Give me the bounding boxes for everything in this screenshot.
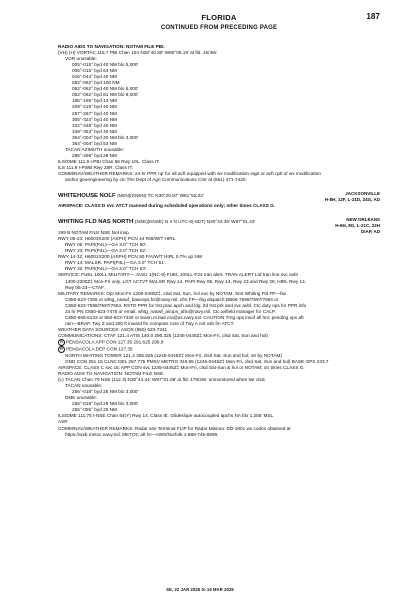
military-remarks-line: C850-665-6133 or 850-623-7329 or leann.m.bair.civ@us.navy.mil. CAUTION Trng ops invof all hrs; pending ops aft — [65, 314, 304, 320]
communications-line: COMMUNICATIONS: CTAF 121.4 ATIS 140.0 290.325 (1245-0445Z‡ Mon-Fri, clsd Sat, Sun and hol) — [58, 332, 268, 338]
restriction-line: 354°-004° byd 53 NM — [72, 140, 117, 146]
restriction-line: 185°-195° byd 13 NM — [72, 98, 117, 104]
runway-line: RWY 05-23: H6003X200 (ASPH) PCN 44 R/B/W/T HIRL — [58, 236, 176, 242]
diap-reference: DIAP, AD — [360, 228, 380, 234]
radar-r-icon: R — [58, 339, 65, 346]
restriction-line: 052°-062° byd 81 NM blo 8,000' — [72, 92, 139, 98]
airport-name: WHITEHOUSE NOLF — [58, 193, 116, 200]
airport-city-block — [335, 217, 380, 234]
remarks-line: and/or geoengineering by ctc The Dept of Agri Communications Cntr at (561) 471-7420. — [65, 177, 247, 183]
airport-title — [58, 193, 204, 199]
military-remarks-line: rain—BRAP. Twy Z and 200 ft inward fm compass rose of Twy A not vsb fm ATCT. — [65, 320, 235, 326]
tower-line: NORTH WHITING TOWER 121.4 306.925 (1245-0445Z‡ Mon-Fri, clsd Sat, Sun and hol; otr by NOTAM) — [65, 352, 282, 358]
restriction-line: 256°-055° byd 25 NM — [72, 407, 117, 413]
vortac-line: (VH) (H) VORTAC 115.7 PBI Chan 104 N26°40.80' W80°05.19' at fld. 16/3W. — [58, 50, 218, 56]
military-remarks-line: C850-623-7356 or whtg_naswf_baseops.fct@navy.mil, cfm FP—fsg dispatch DB68-7598/7597/7654 or — [65, 296, 279, 302]
remarks-line: https://wxb.metoc.navy.mil. METOC aft hr—AWS/Norfolk 1-888-745-6899. — [65, 431, 219, 437]
asr-line: ASR — [58, 419, 68, 425]
ils-dme-line: ILS/DME 111.75 I-NSE Chan 54(Y) Rwy 14. Class IE. Glideslope autocoupled apchs NA blo 1,255' MSL. — [58, 413, 275, 419]
restriction-line: 354°-004° byd 40 NM blo 3,000' — [72, 134, 139, 140]
radar-r-icon: R — [58, 346, 65, 353]
restriction-line: 305°-324° byd 40 NM — [72, 116, 117, 122]
airspace-line: AIRSPACE: CLASS C svc ctc APP CON svc 1245-0445Z‡ Mon-Fri, clsd Sat-Sun & hol or NOTAM; otr times CLASS G. — [58, 365, 305, 371]
service-line: 1400-2200Z‡ Mon-Fri only. LGT ACTVT MALSR Rwy 14, PAPI Rwy 05, Rwy 14, Rwy 23 and Rwy 28, HIRL Rwy 14, — [65, 278, 306, 284]
navaid-heading: RADIO AIDS TO NAVIGATION: NOTAM FILE NSE. — [58, 371, 165, 377]
approach-control-line: R PENSACOLA APP CON 127.35 291.625 298.9 — [58, 339, 380, 346]
restriction-line: 209°-219° byd 40 NM — [72, 104, 117, 110]
ils-dme-line: ILS/DME 111.9 I-PBI Chan 56 Rwy 10L. Class IT. — [58, 158, 160, 164]
airspace-line: AIRSPACE: CLASS D svc ATCT manned during scheduled operations only; other times CLASS G. — [58, 203, 276, 209]
tacan-line: (L) TACAN Chan 70 NSE (112.3) N30°43.44' W87°01.08' at fld. 178/2W. unmonitored when twr clsd. — [58, 377, 266, 383]
restriction-line: 052°-062° byd 100 NM — [72, 80, 120, 86]
runway-end-line: RWY 23: PAPI(P4L)—GA 3.0° TCH 52'. — [65, 248, 148, 254]
restriction-line: 256°-018° byd 25 NM blo 3,000' — [72, 389, 139, 395]
ils-line: ILS 111.9 I-PWB Rwy 28R. Class IT. — [58, 164, 134, 170]
whitehouse-entry-header — [58, 191, 380, 203]
departure-control-line: R PENSACOLA DEP CON 127.35 — [58, 346, 380, 353]
airport-id-line: (NEN)(KNEN) TC N30°20.97' W81°52.02' — [117, 193, 204, 199]
military-remarks-line: 24 hr PN C850-623-7475 or email: whtg_naswf_airops_afm@navy.mil. Ctc airfield manager for CALP, — [65, 308, 276, 314]
restriction-line: 332°-348° byd 40 NM — [72, 122, 117, 128]
runway-end-line: RWY 32: PAPI(P4L)—GA 3.0° TCH 53'. — [65, 266, 148, 272]
runway-end-line: RWY 05: PAPI(P4L)—GA 3.0° TCH 60'. — [65, 242, 148, 248]
page-number: 187 — [366, 12, 380, 21]
tacan-unusable-label: TACAN AZIMUTH unusable: — [65, 146, 125, 152]
weather-line: WEATHER DATA SOURCES: ASOS (850) 623-7241 — [58, 326, 168, 332]
service-line: Rwy 05-23—CTAF. — [65, 284, 105, 290]
continued-banner: CONTINUED FROM PRECEDING PAGE — [160, 25, 278, 31]
chart-reference: H-6H, 8G, L-21C, 22H — [335, 222, 380, 228]
remarks-line: COMM/NAV/WEATHER REMARKS: 24-hr PPR rqr for all acft equipped with wx modification eqpt or acft cptl of wx modification — [58, 170, 321, 176]
restriction-line: 005°-015° byd 63 NM — [72, 68, 117, 74]
page-footer: SE, 22 JAN 2026 to 19 MAR 2026 — [166, 587, 234, 592]
restriction-line: 005°-015° byd 40 NM blo 5,000' — [72, 62, 139, 68]
ground-line: GND CON 251.15 CLNC DEL 257.775 PMSV METRO 316.95 (1245-0445Z‡ Mon-Fri, clsd Sat, Sun and hol) BASE OPS 233.7 — [65, 359, 329, 365]
military-remarks-line: C850-623-7598/7597/7654. RSTD PPR for trst prac apch and ldg. ltd trst prk and svc avbl. Ctc duty ops for PPR info — [65, 302, 307, 308]
tacan-unusable-label: TACAN unusable: — [65, 383, 103, 389]
page-header — [58, 0, 380, 32]
dme-unusable-label: DME unusable: — [65, 395, 98, 401]
chart-reference: H-8H, 12F, L-21D, 24G, AD — [324, 196, 380, 202]
restriction-line: 257°-267° byd 40 NM — [72, 110, 117, 116]
pbi-navaid-block — [58, 44, 380, 183]
restriction-line: 256°-018° byd 25 NM blo 3,000' — [72, 401, 139, 407]
military-remarks-line: MILITARY REMARKS: Opr Mon-Fri 1200-0400Z‡, clsd Sat, Sun, hol exc by NOTAM. Smt Whiting Fld FP—fax — [58, 290, 287, 296]
airport-city: NEW ORLEANS — [346, 217, 380, 223]
state-title: FLORIDA — [201, 13, 237, 22]
remarks-line: COMM/NAV/WEATHER REMARKS: Radar see Terminal FLIP for Radar Minima. DD-1801 wx codes obtained at — [58, 425, 291, 431]
restriction-line: 016°-044° byd 40 NM — [72, 74, 117, 80]
restriction-line: 286°-296° byd 28 NM — [72, 152, 117, 158]
navaid-heading: RADIO AIDS TO NAVIGATION: NOTAM FILE PBI. — [58, 44, 165, 49]
airport-city-block — [325, 191, 380, 203]
airport-city: JACKSONVILLE — [345, 191, 380, 197]
runway-line: RWY 14-32: H6001X200 (ASPH) PCN 90 F/A/W/T HIRL 0.7% up NW — [58, 254, 203, 260]
vor-unusable-label: VOR unusable: — [65, 56, 97, 62]
runway-end-line: RWY 14: MALSR. PAPI(P4L)—GA 3.0° TCH 51'. — [65, 260, 166, 266]
restriction-line: 052°-062° byd 40 NM blo 6,000' — [72, 86, 139, 92]
whiting-entry-body — [58, 230, 380, 438]
restriction-line: 349°-353° byd 40 NM — [72, 128, 117, 134]
airport-id-line: (NSE)(KNSE) N 4 N UTC-6(-5DT) N30°43.35' W87°01.43' — [134, 219, 256, 225]
elevation-line: 199 B NOTAM FILE NSE Not insp. — [58, 230, 131, 236]
airport-name: WHITING FLD NAS NORTH — [58, 219, 134, 226]
airport-title — [58, 219, 255, 225]
service-line: SERVICE: FUEL 100LL MILITARY— JASU 1(NC-8) FUEL 100LL-F24 tran alert. TRAN ALERT Ltd tran line svc avbl — [58, 272, 298, 278]
